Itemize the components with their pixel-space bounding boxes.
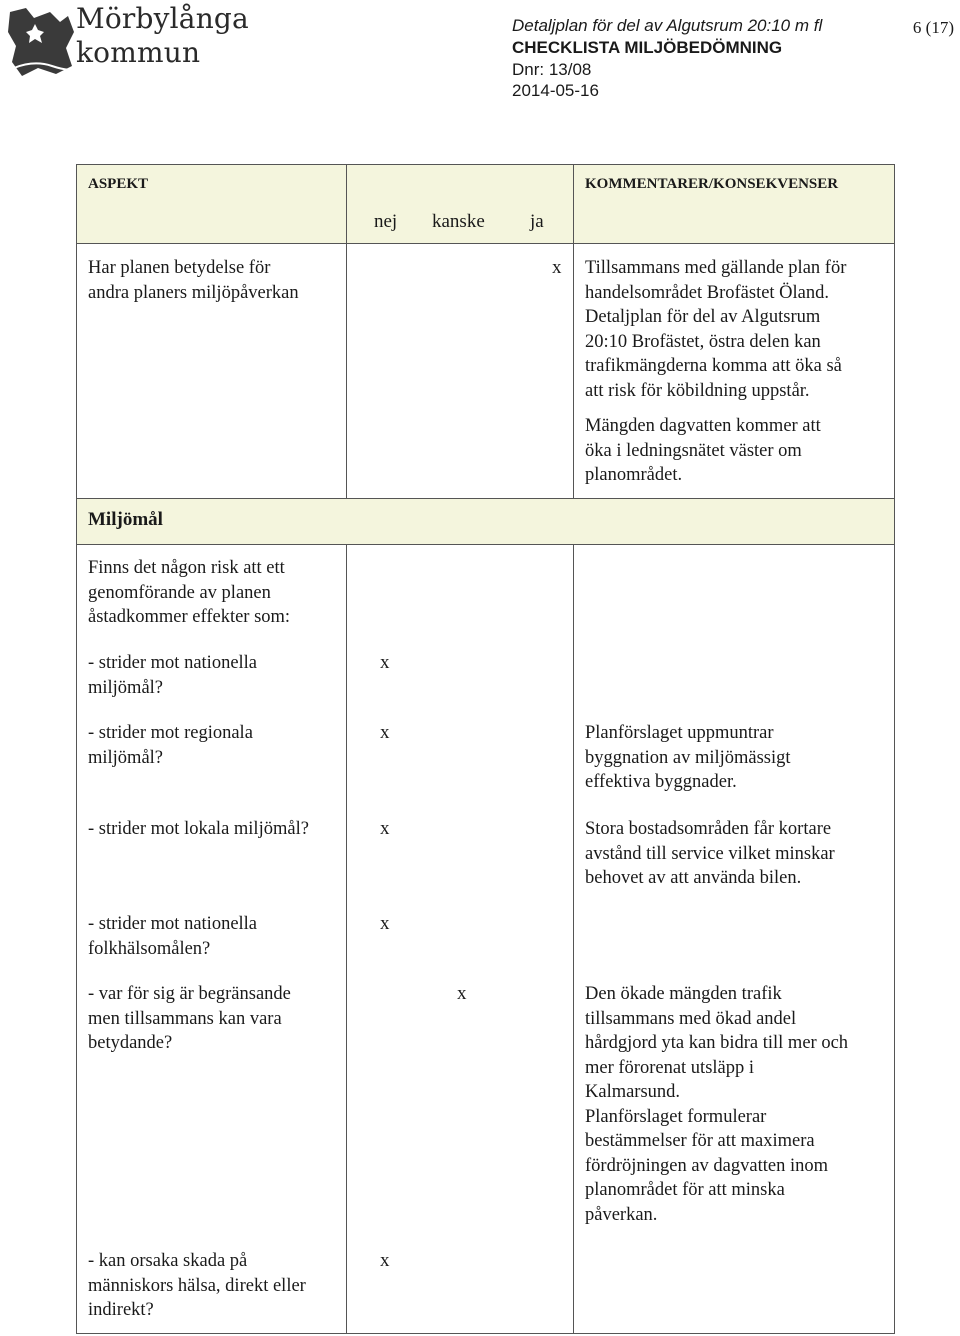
mark-nej: x [380,1250,390,1271]
logo-line1: Mörbylånga [76,2,249,35]
divider [76,544,895,545]
mark-nej: x [380,818,390,839]
column-header-ja: ja [530,211,544,232]
column-header-comments: KOMMENTARER/KONSEKVENSER [585,176,839,192]
column-header-nej: nej [374,211,398,232]
column-header-kanske: kanske [432,211,485,232]
aspect-cell: - var för sig är begränsande men tillsammans kan vara betydande? [88,984,291,1053]
comment-cell: Stora bostadsområden får kortare avstånd till service vilket minskar behovet av att använda bilen. [585,819,835,888]
aspect-cell: - strider mot lokala miljömål? [88,819,309,839]
document-title: Detaljplan för del av Algutsrum 20:10 m fl [512,16,823,35]
aspect-cell: - kan orsaka skada på människors hälsa, direkt eller indirekt? [88,1251,306,1320]
aspect-cell: - strider mot nationella folkhälsomålen? [88,914,258,959]
mark-nej: x [380,722,390,743]
divider [76,243,895,244]
section-heading: Miljömål [88,509,163,530]
logo-line2: kommun [76,36,201,69]
mark-ja: x [552,257,562,278]
intro-cell: Finns det någon risk att ett genomförande av planen åstadkommer effekter som: [88,558,291,627]
mark-nej: x [380,652,390,673]
mark-nej: x [380,913,390,934]
divider [346,544,347,1334]
checklist-title: CHECKLISTA MILJÖBEDÖMNING [512,38,783,57]
aspect-cell: Har planen betydelse för andra planers miljöpåverkan [88,258,299,303]
divider [573,164,574,499]
page-number: 6 (17) [912,18,954,37]
document-date: 2014-05-16 [512,81,599,100]
divider [76,498,895,499]
divider [346,164,347,499]
divider [573,544,574,1334]
comment-cell: Mängden dagvatten kommer att öka i ledningsnätet väster om planområdet. [585,416,821,485]
comment-cell: Planförslaget uppmuntrar byggnation av miljömässigt effektiva byggnader. [585,723,791,792]
aspect-cell: - strider mot regionala miljömål? [88,723,253,768]
comment-cell: Den ökade mängden trafik tillsammans med ökad andel hårdgjord yta kan bidra till mer och mer förorenat utsläpp i Kalmarsund. Planförslaget formulerar bestämmelser för att maximera fördröjningen av dagvatten inom planområdet för att minska påverkan. [585,984,849,1225]
aspect-cell: - strider mot nationella miljömål? [88,653,258,698]
column-header-aspekt: ASPEKT [88,176,149,192]
comment-cell: Tillsammans med gällande plan för handelsområdet Brofästet Öland. Detaljplan för del av Algutsrum 20:10 Brofästet, östra delen kan trafikmängderna komma att öka så att risk för köbildning uppstår. [585,258,847,401]
document-number: Dnr: 13/08 [512,60,592,79]
mark-kanske: x [457,983,467,1004]
